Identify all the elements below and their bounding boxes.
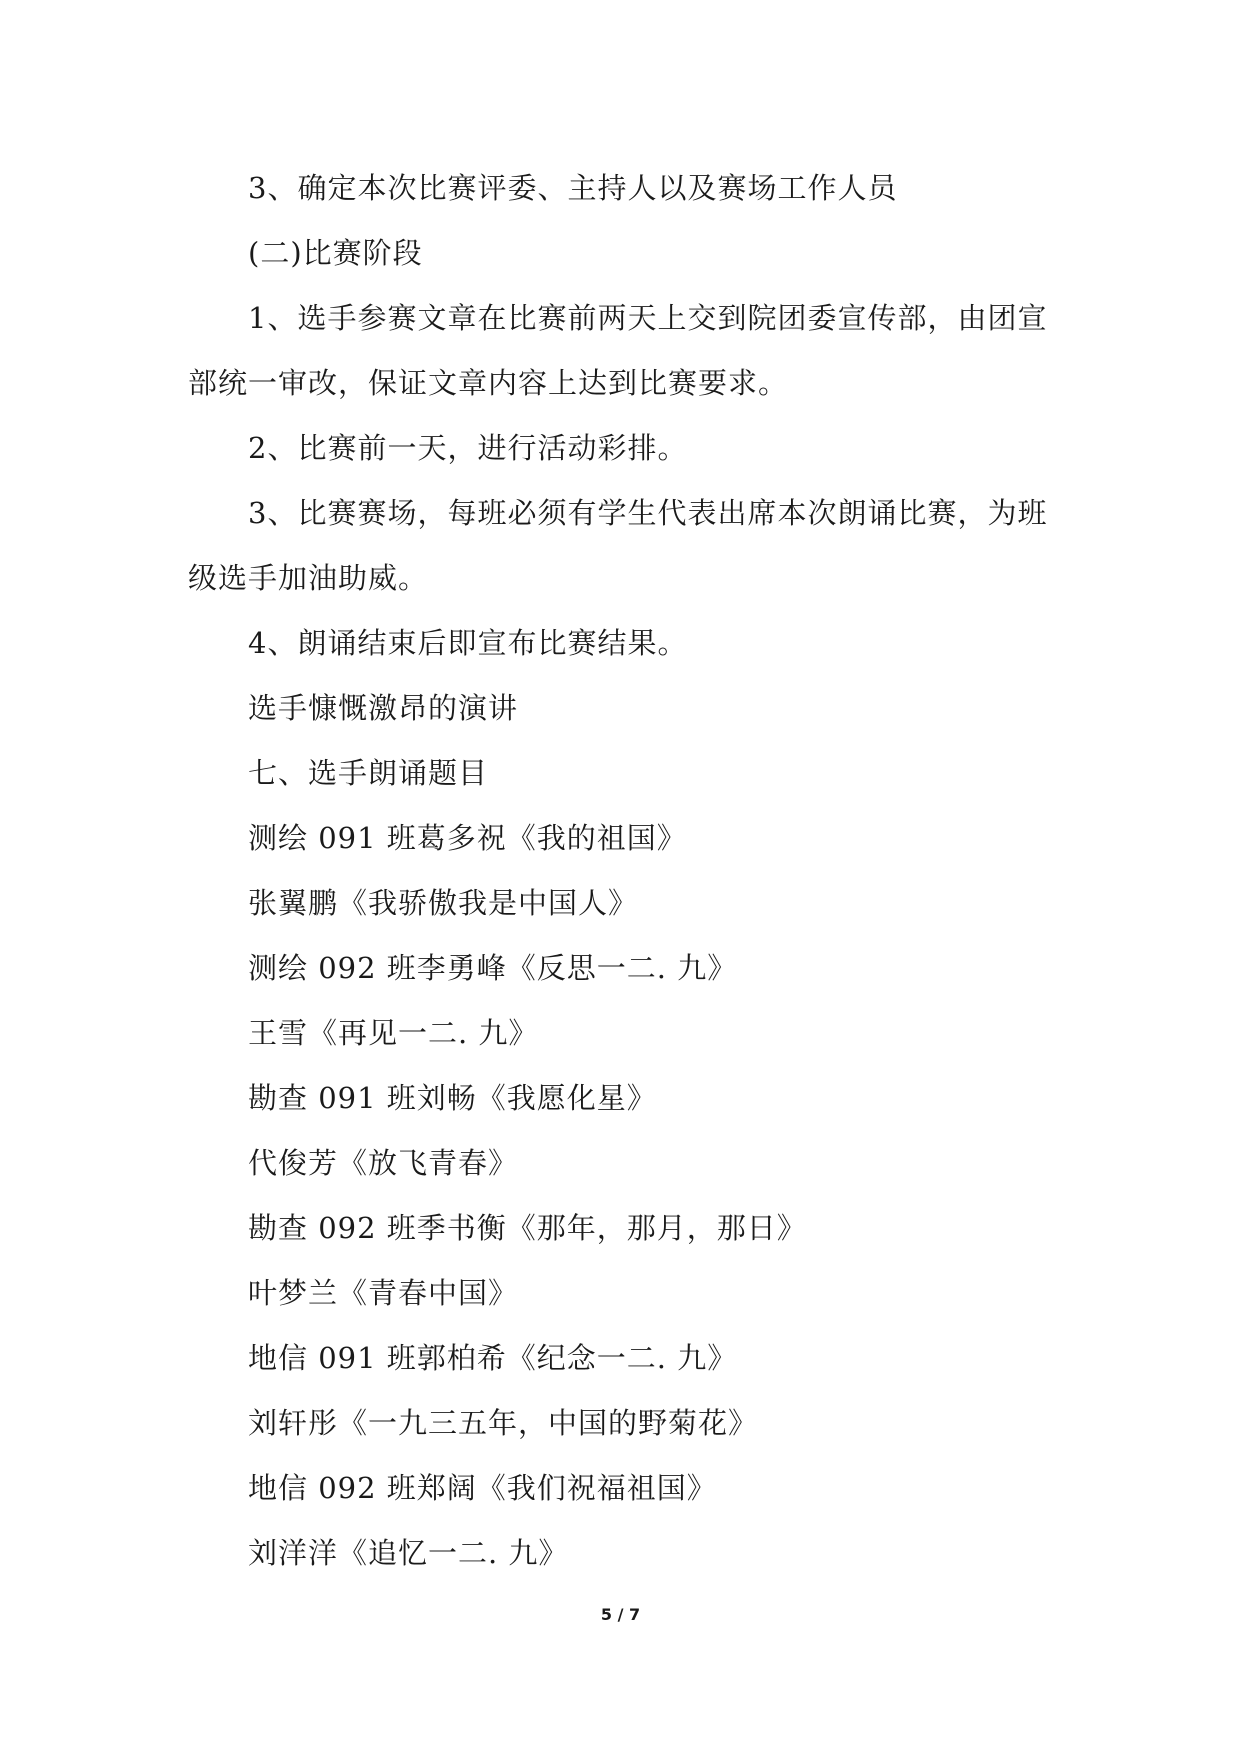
list-item: 地信 092 班郑阔《我们祝福祖国》	[248, 1471, 717, 1505]
list-item: 刘洋洋《追忆一二. 九》	[248, 1536, 569, 1570]
section-heading: 七、选手朗诵题目	[248, 756, 489, 790]
paragraph: 3、确定本次比赛评委、主持人以及赛场工作人员	[248, 171, 898, 205]
list-item: 地信 091 班郭柏希《纪念一二. 九》	[248, 1341, 738, 1375]
document-body	[188, 156, 1060, 1586]
list-item: 测绘 092 班李勇峰《反思一二. 九》	[248, 951, 738, 985]
list-item: 王雪《再见一二. 九》	[248, 1016, 539, 1050]
list-item: 刘轩彤《一九三五年，中国的野菊花》	[248, 1406, 759, 1440]
list-item: 测绘 091 班葛多祝《我的祖国》	[248, 821, 687, 855]
paragraph: 3、比赛赛场，每班必须有学生代表出席本次朗诵比赛，为班级选手加油助威。	[188, 496, 1048, 595]
list-item: 勘查 092 班季书衡《那年，那月，那日》	[248, 1211, 807, 1245]
section-heading: (二)比赛阶段	[248, 236, 423, 270]
paragraph: 2、比赛前一天，进行活动彩排。	[248, 431, 688, 465]
page-number: 5 / 7	[600, 1605, 641, 1624]
paragraph: 1、选手参赛文章在比赛前两天上交到院团委宣传部，由团宣部统一审改，保证文章内容上达到比赛要求。	[188, 301, 1048, 400]
list-item: 叶梦兰《青春中国》	[248, 1276, 519, 1310]
list-item: 勘查 091 班刘畅《我愿化星》	[248, 1081, 657, 1115]
paragraph: 4、朗诵结束后即宣布比赛结果。	[248, 626, 688, 660]
list-item: 代俊芳《放飞青春》	[248, 1146, 519, 1180]
list-item: 张翼鹏《我骄傲我是中国人》	[248, 886, 639, 920]
paragraph: 选手慷慨激昂的演讲	[248, 691, 519, 725]
